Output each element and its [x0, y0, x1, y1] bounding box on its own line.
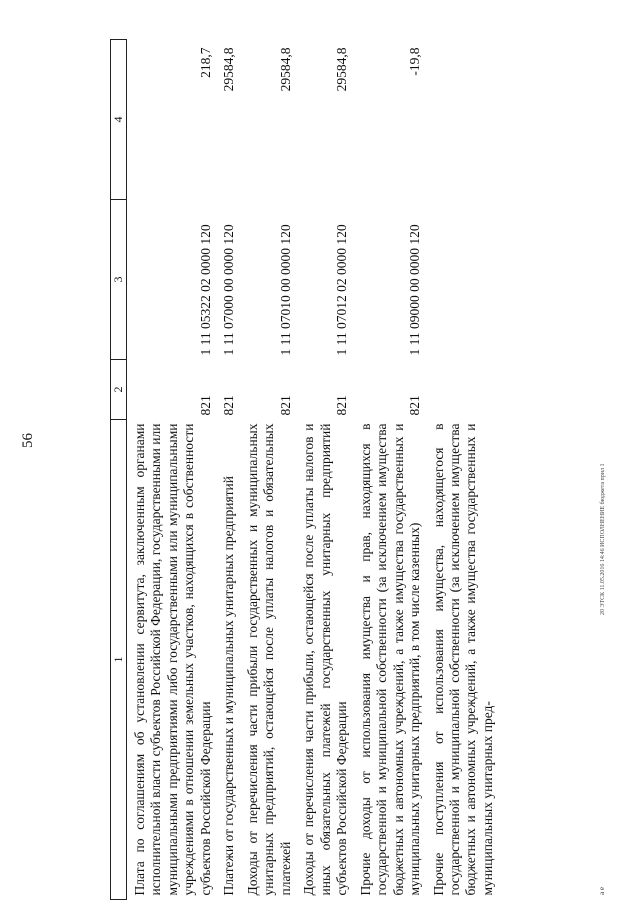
- table-row: [353, 40, 426, 900]
- row-admin: 821: [197, 395, 213, 416]
- row-admin: 821: [407, 395, 423, 416]
- row-name: Прочие поступления от использования имущества, находящегося в государственной и муниципальной собственности (за исключением имущества бюджетных и автономных учреждений, а также имущества государственных и муниципальных унитарных пред-: [430, 423, 495, 896]
- row-name: Доходы от перечисления части прибыли, остающейся после уплаты налогов и иных обязательных платежей государственных унитарных предприятий субъектов Российской Федерации: [301, 423, 350, 896]
- table-row: [296, 40, 352, 900]
- page-number: 56: [20, 433, 36, 448]
- table-row: [240, 40, 296, 900]
- row-code: 1 11 09000 00 0000 120: [407, 224, 423, 356]
- row-code: 1 11 07010 00 0000 120: [277, 224, 293, 356]
- row-value: -19,8: [407, 47, 423, 76]
- row-value: 29584,8: [221, 47, 237, 92]
- table-row: [127, 40, 217, 900]
- revenue-table: [110, 39, 498, 900]
- table-row: [216, 40, 239, 900]
- row-value: 29584,8: [334, 47, 350, 92]
- header-col-2: 2: [111, 360, 127, 420]
- row-code: 1 11 07000 00 0000 120: [221, 224, 237, 356]
- header-col-3: 3: [111, 200, 127, 360]
- row-name: Платежи от государственных и муниципальных унитарных предприятий: [221, 475, 237, 896]
- row-admin: 821: [334, 395, 350, 416]
- row-value: 218,7: [197, 47, 213, 78]
- row-admin: 821: [277, 395, 293, 416]
- rotated-table-sheet: [110, 40, 590, 900]
- header-col-1: 1: [111, 420, 127, 900]
- row-code: [426, 200, 499, 360]
- footer-text: 20 ЭТСК 11.05.2016 14:46 ИСПОЛНЕНИЕ бюджета прил 1: [600, 463, 606, 615]
- row-name: Плата по соглашениям об установлении сервитута, заключенным органами исполнительной власти субъектов Российской Федерации, государственными или муниципальными предприятиями либо государственными или муниципальными учреждениями в отношении земельных участков, находящихся в собственности субъектов Российской Федерации: [132, 423, 213, 896]
- row-name: Прочие доходы от использования имущества и прав, находящихся в государственной и муниципальной собственности (за исключением имущества бюджетных и автономных учреждений, а также имущества государственных и муниципальных унитарных предприятий, в том числе казенных): [357, 423, 423, 896]
- row-value: [426, 40, 499, 200]
- row-admin: 821: [221, 395, 237, 416]
- header-col-4: 4: [111, 40, 127, 200]
- row-code: 1 11 05322 02 0000 120: [197, 224, 213, 356]
- row-name: Доходы от перечисления части прибыли государственных и муниципальных унитарных предприятий, остающейся после уплаты налогов и обязательных платежей: [244, 423, 293, 896]
- table-header-row: [111, 40, 127, 900]
- edge-mark: a e: [598, 887, 606, 895]
- table-row: [426, 40, 499, 900]
- row-code: 1 11 07012 02 0000 120: [334, 224, 350, 356]
- row-value: 29584,8: [277, 47, 293, 92]
- row-admin: [426, 360, 499, 420]
